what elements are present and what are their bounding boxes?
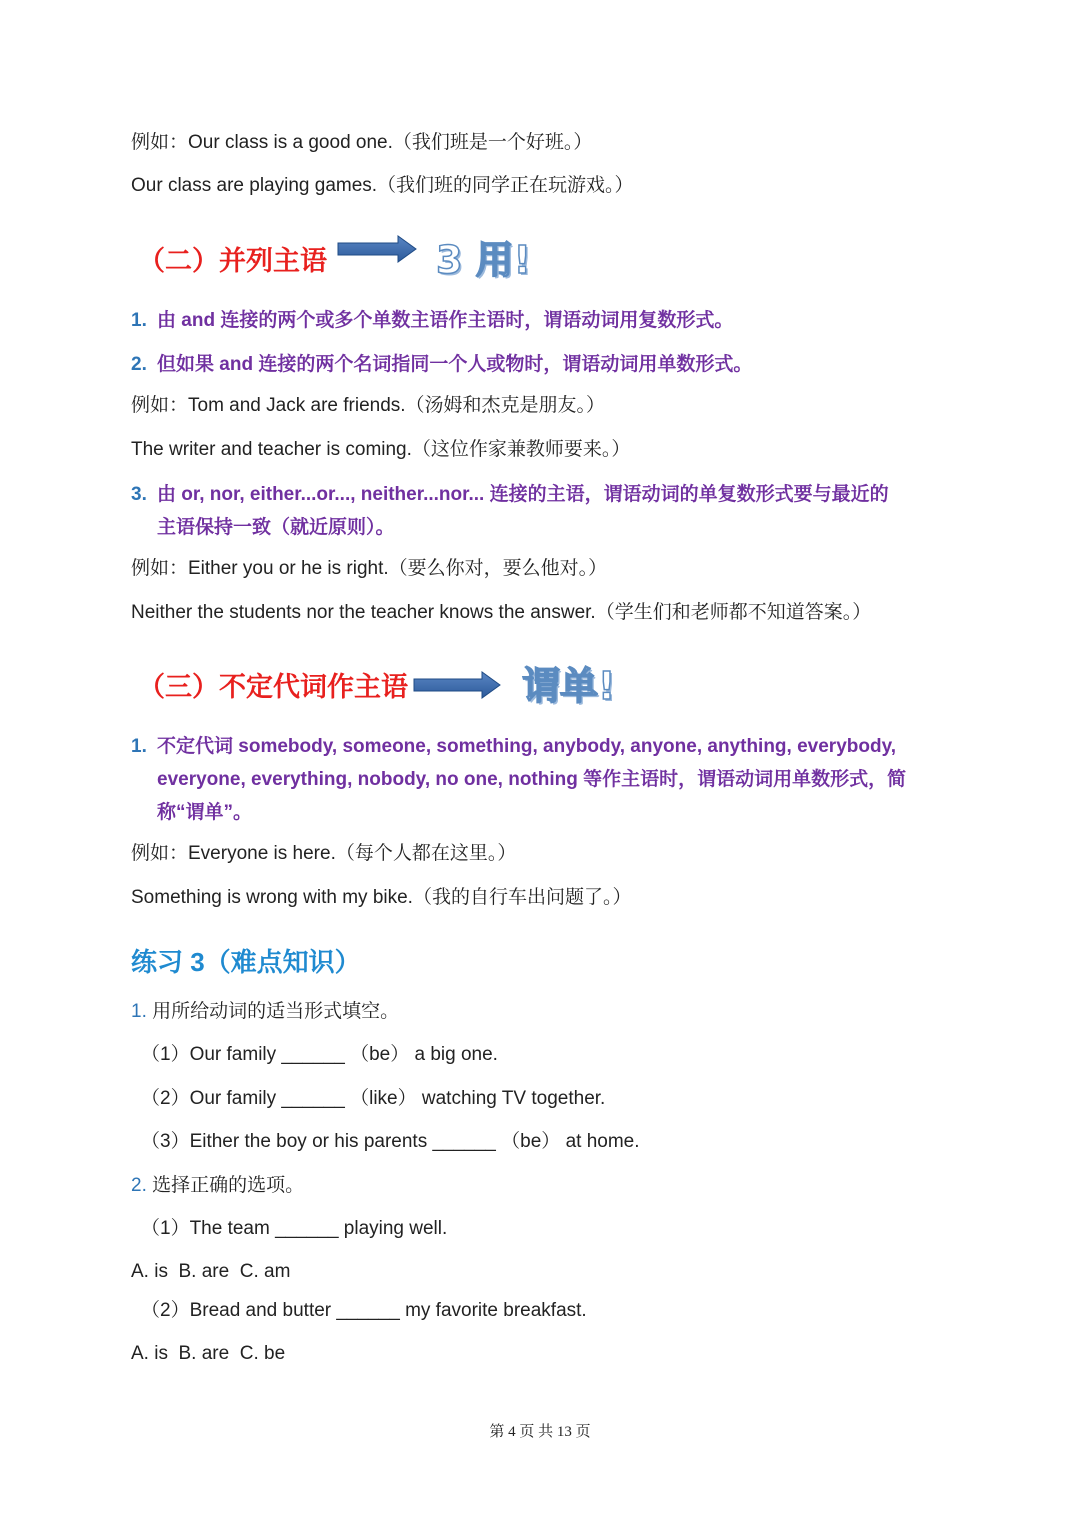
example-line: 例如：Tom and Jack are friends.（汤姆和杰克是朋友。） xyxy=(131,395,606,416)
question-number: 1. xyxy=(131,1001,147,1022)
badge-three-uses: 3 用! xyxy=(436,238,532,282)
question-number: 2. xyxy=(131,1175,147,1196)
example-line: 例如：Either you or he is right.（要么你对，要么他对。） xyxy=(131,558,608,579)
question-item: （1）The team ______ playing well. xyxy=(141,1218,448,1239)
question-text: 选择正确的选项。 xyxy=(152,1175,305,1196)
question-heading xyxy=(131,1172,304,1200)
rule-number: 1. xyxy=(131,310,147,331)
rule-number: 3. xyxy=(131,484,147,505)
rule-text: 但如果 and 连接的两个名词指同一个人或物时，谓语动词用单数形式。 xyxy=(157,354,753,375)
practice-title: 练习 3（难点知识） xyxy=(131,947,361,977)
rule-text: 由 or, nor, either...or..., neither...nor... 连接的主语，谓语动词的单复数形式要与最近的 xyxy=(157,484,889,505)
rule-text-continued: 称“谓单”。 xyxy=(157,802,253,823)
example-line: 例如：Our class is a good one.（我们班是一个好班。） xyxy=(131,132,593,153)
question-item: （2）Bread and butter ______ my favorite breakfast. xyxy=(141,1300,587,1321)
right-arrow-icon xyxy=(412,670,502,700)
example-line: 例如：Everyone is here.（每个人都在这里。） xyxy=(131,843,517,864)
question-item: （1）Our family ______ （be） a big one. xyxy=(141,1044,498,1065)
badge-predicate-singular: 谓单! xyxy=(522,664,616,708)
rule-number: 2. xyxy=(131,354,147,375)
question-item: （2）Our family ______ （like） watching TV together. xyxy=(141,1088,606,1109)
rule-item xyxy=(131,730,951,829)
page-footer: 第 4 页 共 13 页 xyxy=(489,1424,591,1440)
answer-options: A. is B. are C. am xyxy=(131,1261,291,1282)
rule-text: 由 and 连接的两个或多个单数主语作主语时，谓语动词用复数形式。 xyxy=(157,310,734,331)
question-text: 用所给动词的适当形式填空。 xyxy=(152,1001,400,1022)
example-line: Something is wrong with my bike.（我的自行车出问题了。） xyxy=(131,887,632,908)
example-line: Our class are playing games.（我们班的同学正在玩游戏。） xyxy=(131,175,634,196)
rule-text-continued: everyone, everything, nobody, no one, nothing 等作主语时，谓语动词用单数形式，简 xyxy=(157,769,907,790)
example-line: Neither the students nor the teacher knows the answer.（学生们和老师都不知道答案。） xyxy=(131,602,872,623)
question-item: （3）Either the boy or his parents ______ （be） at home. xyxy=(141,1131,640,1152)
rule-item xyxy=(131,478,951,544)
question-heading xyxy=(131,998,399,1026)
rule-item xyxy=(131,304,951,337)
answer-options: A. is B. are C. be xyxy=(131,1343,286,1364)
rule-text-continued: 主语保持一致（就近原则）。 xyxy=(157,517,395,538)
section-heading-indefinite-pronoun: （三）不定代词作主语 xyxy=(138,672,408,702)
rule-item xyxy=(131,348,951,381)
rule-number: 1. xyxy=(131,736,147,757)
example-line: The writer and teacher is coming.（这位作家兼教师要来。） xyxy=(131,439,631,460)
section-heading-compound-subject: （二）并列主语 xyxy=(138,246,327,276)
rule-text: 不定代词 somebody, someone, something, anybody, anyone, anything, everybody, xyxy=(157,736,897,757)
right-arrow-icon xyxy=(336,234,418,264)
